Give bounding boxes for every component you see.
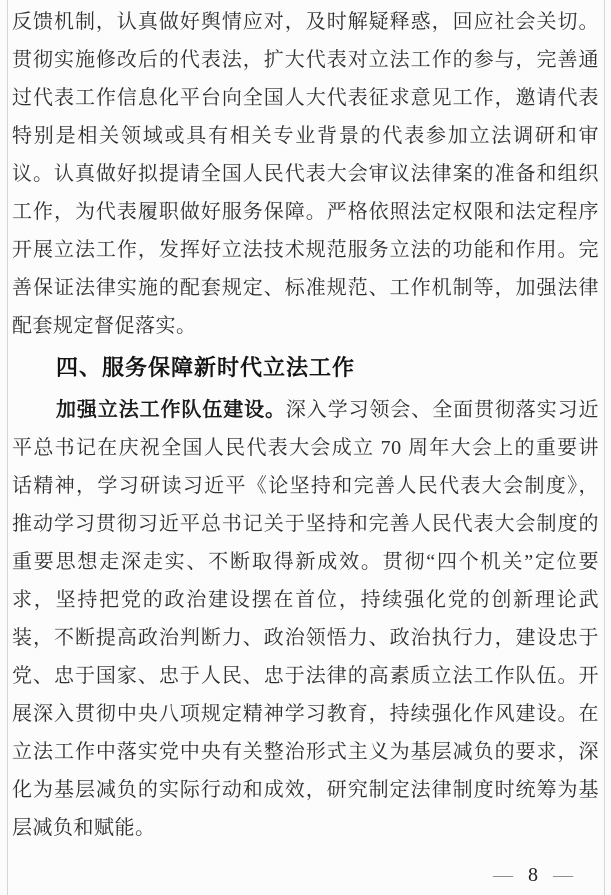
- paragraph-body: [12, 391, 599, 847]
- text-line: 开展立法工作，发挥好立法技术规范服务立法的功能和作用。完: [12, 239, 599, 261]
- bold-lead-text: 加强立法工作队伍建设。: [56, 399, 286, 421]
- text-line: 配套规定督促落实。: [12, 315, 197, 337]
- text-run: 深入学习领会、全面贯彻落实习近: [285, 399, 600, 421]
- text-line: 层减负和赋能。: [12, 817, 156, 839]
- text-line: 过代表工作信息化平台向全国人大代表征求意见工作，邀请代表: [12, 87, 599, 109]
- text-line: 装，不断提高政治判断力、政治领悟力、政治执行力，建设忠于: [12, 627, 599, 649]
- page-number: [12, 860, 599, 890]
- text-line: 反馈机制，认真做好舆情应对，及时解疑释惑，回应社会关切。: [12, 11, 599, 33]
- page-left-edge-line: [7, 0, 8, 895]
- text-line: 立法工作中落实党中央有关整治形式主义为基层减负的要求，深: [12, 741, 599, 763]
- text-line: 平总书记在庆祝全国人民代表大会成立 70 周年大会上的重要讲: [12, 437, 599, 459]
- text-line: 善保证法律实施的配套规定、标准规范、工作机制等，加强法律: [12, 277, 599, 299]
- text-line: 党、忠于国家、忠于人民、忠于法律的高素质立法工作队伍。开: [12, 665, 599, 687]
- page-number-dash-left: —: [493, 864, 513, 886]
- page-right-edge-line: [604, 0, 605, 895]
- text-line: 贯彻实施修改后的代表法，扩大代表对立法工作的参与，完善通: [12, 49, 599, 71]
- text-line: 重要思想走深走实、不断取得新成效。贯彻“四个机关”定位要: [12, 551, 599, 573]
- text-line: 议。认真做好拟提请全国人民代表大会审议法律案的准备和组织: [12, 163, 599, 185]
- text-line: 求，坚持把党的政治建设摆在首位，持续强化党的创新理论武: [12, 589, 599, 611]
- page-number-value: 8: [528, 864, 538, 886]
- text-line: 工作，为代表履职做好服务保障。严格依照法定权限和法定程序: [12, 201, 599, 223]
- text-line: 化为基层减负的实际行动和成效，研究制定法律制度时统筹为基: [12, 779, 599, 801]
- text-line: 话精神，学习研读习近平《论坚持和完善人民代表大会制度》，: [12, 475, 599, 497]
- text-line: 特别是相关领域或具有相关专业背景的代表参加立法调研和审: [12, 125, 599, 147]
- paragraph-continuation: [12, 3, 599, 345]
- text-line: 推动学习贯彻习近平总书记关于坚持和完善人民代表大会制度的: [12, 513, 599, 535]
- section-heading: 四、服务保障新时代立法工作: [56, 355, 356, 380]
- document-content: [12, 3, 599, 890]
- page-number-dash-right: —: [553, 864, 573, 886]
- text-line: [12, 391, 599, 429]
- text-line: 展深入贯彻中央八项规定精神学习教育，持续强化作风建设。在: [12, 703, 599, 725]
